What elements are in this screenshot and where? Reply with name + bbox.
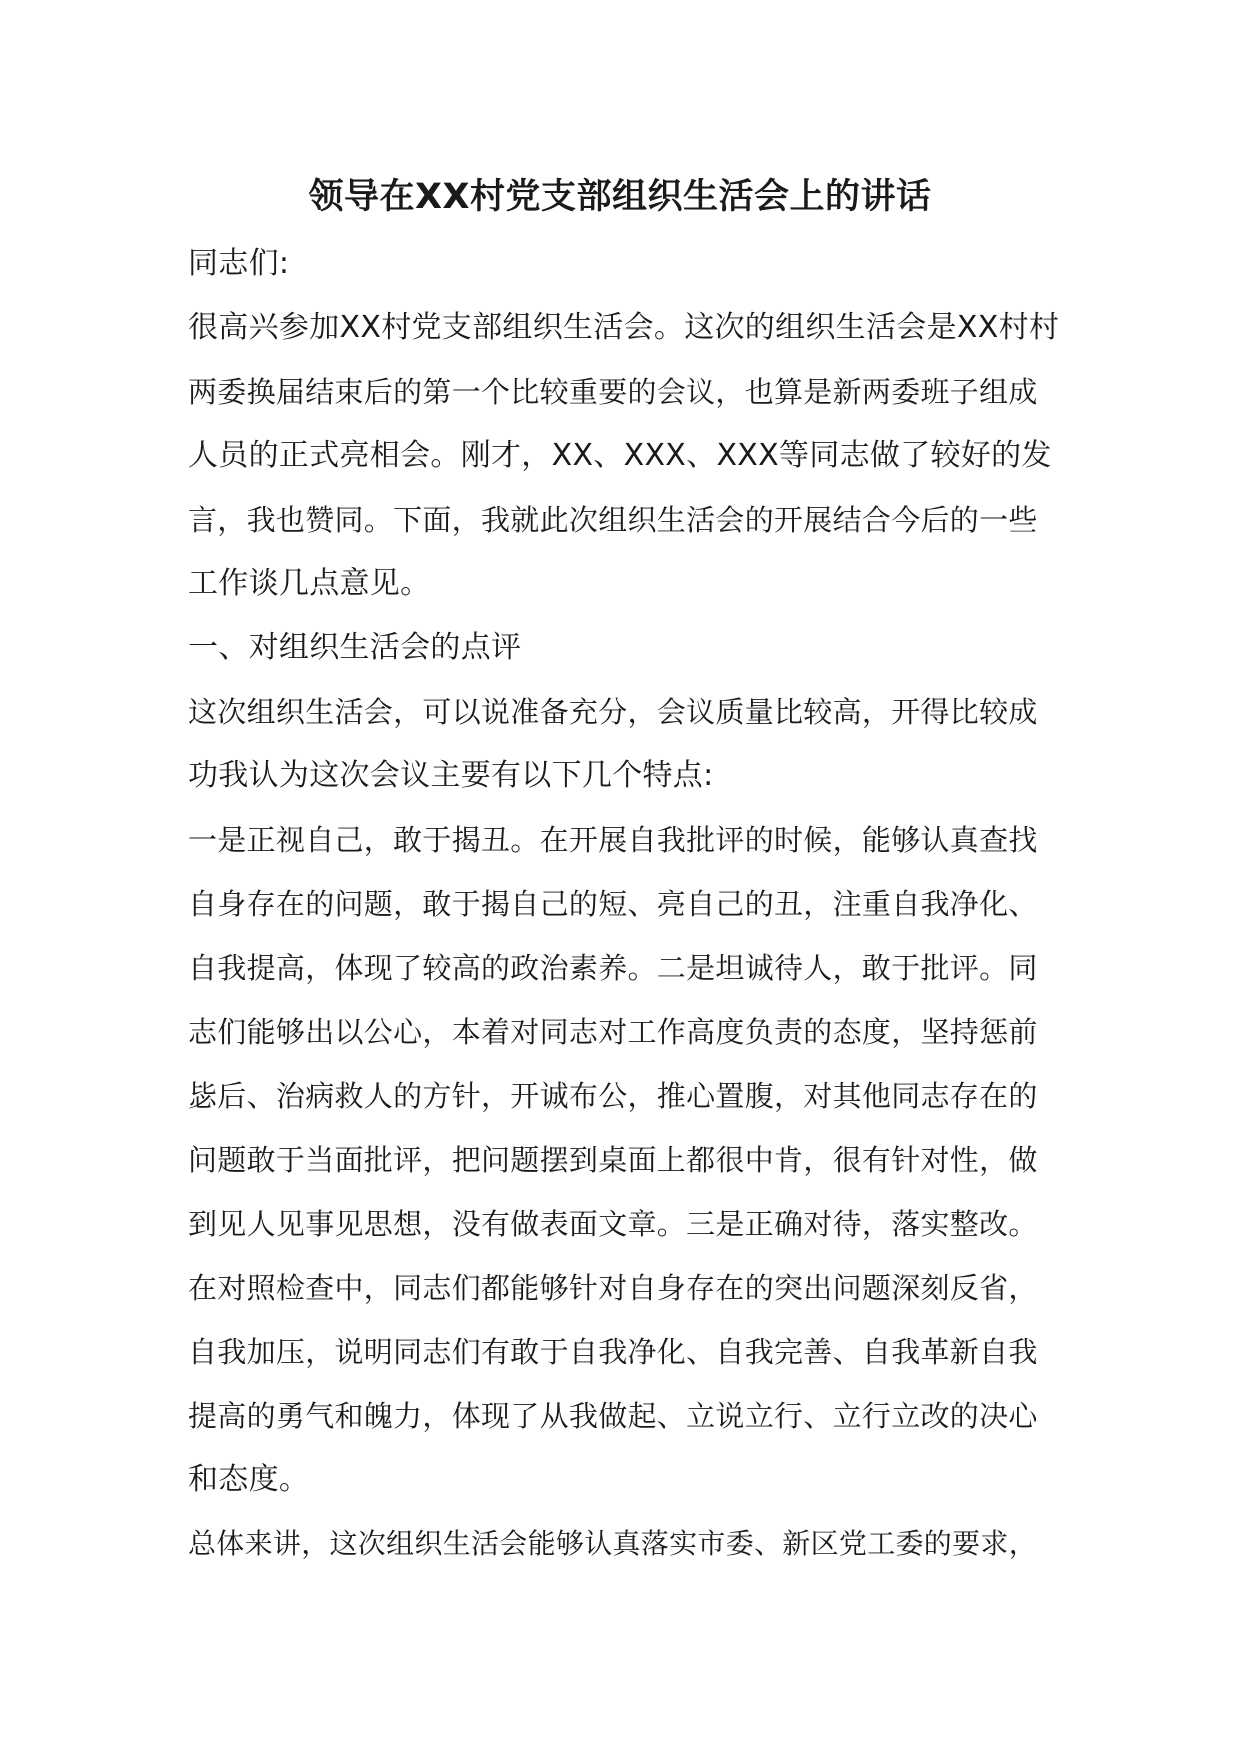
document-title: 领导在XX村党支部组织生活会上的讲话 — [308, 177, 932, 217]
paragraph-line: 一是正视自己，敢于揭丑。在开展自我批评的时候，能够认真查找 — [188, 823, 1038, 857]
paragraph-line: 自我提高，体现了较高的政治素养。二是坦诚待人，敢于批评。同 — [188, 951, 1038, 985]
paragraph-line: 这次组织生活会，可以说准备充分，会议质量比较高，开得比较成 — [188, 695, 1038, 729]
paragraph-line: 很高兴参加XX村党支部组织生活会。这次的组织生活会是XX村村 — [188, 310, 1060, 345]
paragraph-line: 在对照检查中，同志们都能够针对自身存在的突出问题深刻反省， — [188, 1271, 1038, 1305]
paragraph-line: 人员的正式亮相会。刚才，XX、XXX、XXX等同志做了较好的发 — [188, 438, 1052, 473]
paragraph-line: 志们能够出以公心，本着对同志对工作高度负责的态度，坚持惩前 — [188, 1015, 1038, 1049]
paragraph-line: 自我加压，说明同志们有敢于自我净化、自我完善、自我革新自我 — [188, 1335, 1038, 1369]
paragraph-line: 自身存在的问题，敢于揭自己的短、亮自己的丑，注重自我净化、 — [188, 887, 1038, 921]
paragraph-line: 问题敢于当面批评，把问题摆到桌面上都很中肯，很有针对性，做 — [188, 1143, 1038, 1177]
salutation-line: 同志们: — [188, 246, 290, 281]
paragraph-line: 毖后、治病救人的方针，开诚布公，推心置腹，对其他同志存在的 — [188, 1079, 1038, 1113]
paragraph-line: 功我认为这次会议主要有以下几个特点: — [188, 758, 714, 793]
paragraph-line: 到见人见事见思想，没有做表面文章。三是正确对待，落实整改。 — [188, 1207, 1038, 1241]
paragraph-line: 提高的勇气和魄力，体现了从我做起、立说立行、立行立改的决心 — [188, 1399, 1038, 1433]
paragraph-line: 和态度。 — [188, 1462, 310, 1497]
section-heading: 一、对组织生活会的点评 — [188, 630, 522, 665]
paragraph-line: 言，我也赞同。下面，我就此次组织生活会的开展结合今后的一些 — [188, 503, 1038, 537]
paragraph-line: 工作谈几点意见。 — [188, 566, 431, 601]
paragraph-line: 两委换届结束后的第一个比较重要的会议，也算是新两委班子组成 — [188, 375, 1038, 409]
paragraph-line: 总体来讲，这次组织生活会能够认真落实市委、新区党工委的要求， — [188, 1527, 1038, 1560]
